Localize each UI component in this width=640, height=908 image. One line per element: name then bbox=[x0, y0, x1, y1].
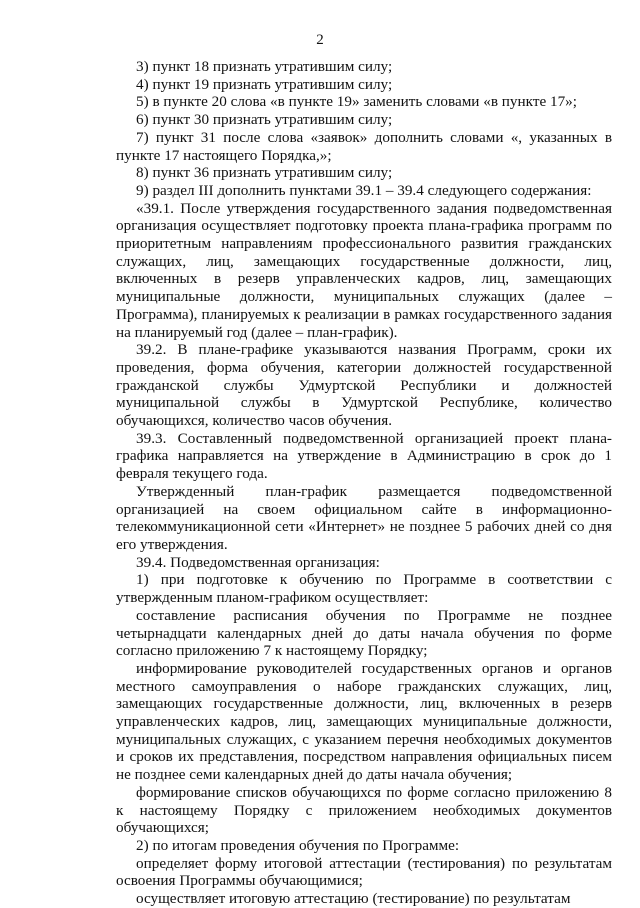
paragraph-item-3: 3) пункт 18 признать утратившим силу; bbox=[136, 58, 393, 75]
paragraph-39-4-sub-2: 2) по итогам проведения обучения по Программе: bbox=[136, 836, 460, 854]
paragraph-attestation: осуществляет итоговую аттестацию (тестирование) по результатам bbox=[136, 890, 571, 908]
paragraph-item-6: 6) пункт 30 признать утратившим силу; bbox=[136, 111, 393, 129]
paragraph-lists: формирование списков обучающихся по форме согласно приложению 8 к настоящему Порядку с приложением необходимых документов обучающихся; bbox=[116, 783, 612, 837]
paragraph-schedule: составление расписания обучения по Программе не позднее четырнадцати календарных дней до даты начала обучения по форме согласно приложению 7 к настоящему Порядку; bbox=[116, 606, 612, 660]
paragraph-approved-plan: Утвержденный план-график размещается подведомственной организацией на своем официальном сайте в информационно-телекоммуникационной сети «Интернет» не позднее 5 рабочих дней со дня его утверждения. bbox=[116, 482, 612, 553]
paragraph-attestation-form: определяет форму итоговой аттестации (тестирования) по результатам освоения Программы обучающимися; bbox=[116, 854, 612, 890]
paragraph-item-4: 4) пункт 19 признать утратившим силу; bbox=[136, 75, 393, 93]
paragraph-item-9: 9) раздел III дополнить пунктами 39.1 – 39.4 следующего содержания: bbox=[136, 181, 592, 199]
paragraph-item-7: 7) пункт 31 после слова «заявок» дополнить словами «, указанных в пункте 17 настоящего Порядка,»; bbox=[116, 128, 612, 164]
paragraph-item-8: 8) пункт 36 признать утратившим силу; bbox=[136, 164, 393, 182]
paragraph-39-2: 39.2. В плане-графике указываются названия Программ, сроки их проведения, форма обучения, категории должностей государственной гражданской службы Удмуртской Республики и должностей муниципальной службы в Удмуртской Республике, количество обучающихся, количество часов обучения. bbox=[116, 341, 612, 430]
paragraph-item-5: 5) в пункте 20 слова «в пункте 19» заменить словами «в пункте 17»; bbox=[136, 93, 578, 111]
paragraph-informing: информирование руководителей государственных органов и органов местного самоуправления о наборе гражданских служащих, лиц, замещающих государственные должности, лиц, включенных в резерв управленческих кадров, лиц, замещающих муниципальные должности, муниципальных служащих, с указанием перечня необходимых документов и сроков их представления, посредством направления официальных писем не позднее семи календарных дней до даты начала обучения; bbox=[116, 659, 612, 784]
page-number: 2 bbox=[316, 32, 324, 48]
paragraph-39-4-sub-1: 1) при подготовке к обучению по Программе в соответствии с утвержденным планом-графиком осуществляет: bbox=[116, 571, 612, 607]
paragraph-39-4: 39.4. Подведомственная организация: bbox=[136, 553, 380, 571]
document-body bbox=[116, 58, 612, 908]
paragraph-39-3: 39.3. Составленный подведомственной организацией проект плана-графика направляется на утверждение в Администрацию в срок до 1 февраля текущего года. bbox=[116, 429, 612, 483]
paragraph-39-1: «39.1. После утверждения государственного задания подведомственная организация осуществляет подготовку проекта плана-графика программ по приоритетным направлениям профессионального развития гражданских служащих, лиц, замещающих государственные должности, лиц, включенных в резерв управленческих кадров, лиц, замещающих муниципальные должности, муниципальных служащих (далее – Программа), планируемых к реализации в рамках государственного задания на планируемый год (далее – план-график). bbox=[116, 199, 612, 341]
